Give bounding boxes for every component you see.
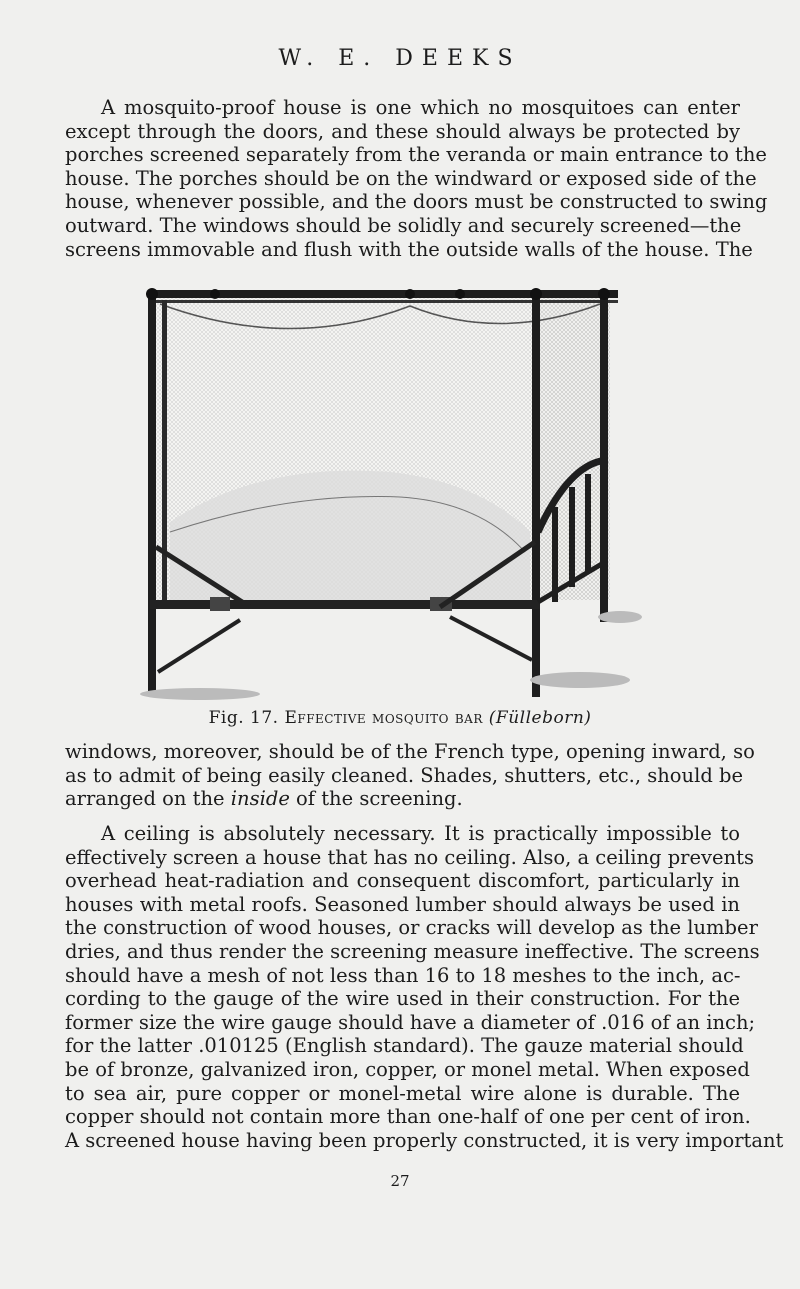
mosquito-bar-illustration	[140, 282, 660, 702]
text-segment: arranged on the	[65, 787, 231, 811]
caption-credit: (Fülleborn)	[488, 708, 592, 728]
text-line: dries, and thus render the screening measure ineffective. The screens	[65, 939, 760, 963]
caption-text: Effective mosquito bar	[284, 708, 483, 728]
text-line: except through the doors, and these should always be protected by	[65, 119, 740, 143]
figure-caption	[0, 708, 800, 728]
emphasis-text: inside	[230, 787, 290, 811]
text-line: effectively screen a house that has no ceiling. Also, a ceiling prevents	[65, 845, 755, 869]
text-line: be of bronze, galvanized iron, copper, or monel metal. When exposed	[65, 1057, 750, 1081]
text-line: should have a mesh of not less than 16 to 18 meshes to the inch, ac-	[65, 963, 741, 987]
text-line: screens immovable and flush with the outside walls of the house. The	[65, 237, 753, 261]
text-line: outward. The windows should be solidly and securely screened—the	[65, 213, 742, 237]
text-line: for the latter .010125 (English standard). The gauze material should	[65, 1034, 744, 1058]
text-line: A ceiling is absolutely necessary. It is practically impossible to	[101, 822, 740, 845]
text-line: A screened house having been properly constructed, it is very important	[65, 1128, 784, 1152]
paragraph-2	[65, 740, 755, 811]
text-line: windows, moreover, should be of the French type, opening inward, so	[65, 740, 755, 763]
text-line: to sea air, pure copper or monel-metal wire alone is durable. The	[65, 1081, 740, 1105]
text-line: porches screened separately from the veranda or main entrance to the	[65, 143, 767, 167]
page-number: 27	[390, 1172, 410, 1190]
text-line: house. The porches should be on the windward or exposed side of the	[65, 166, 757, 190]
text-line: copper should not contain more than one-half of one per cent of iron.	[65, 1105, 751, 1129]
text-line: overhead heat-radiation and consequent discomfort, particularly in	[65, 869, 740, 893]
text-line: house, whenever possible, and the doors must be constructed to swing	[65, 190, 768, 214]
paragraph-3	[65, 822, 784, 1152]
text-line: cording to the gauge of the wire used in their construction. For the	[65, 987, 740, 1011]
running-head: W. E. DEEKS	[278, 46, 522, 71]
paragraph-1	[65, 96, 768, 261]
caption-label: Fig. 17.	[208, 708, 279, 728]
text-line: as to admit of being easily cleaned. Shades, shutters, etc., should be	[65, 763, 744, 787]
text-segment: of the screening.	[289, 787, 463, 811]
text-line: A mosquito-proof house is one which no mosquitoes can enter	[101, 96, 740, 119]
text-line	[65, 787, 740, 811]
text-line: houses with metal roofs. Seasoned lumber should always be used in	[65, 892, 740, 916]
text-line: former size the wire gauge should have a diameter of .016 of an inch;	[65, 1010, 756, 1034]
text-line: the construction of wood houses, or cracks will develop as the lumber	[65, 916, 758, 940]
